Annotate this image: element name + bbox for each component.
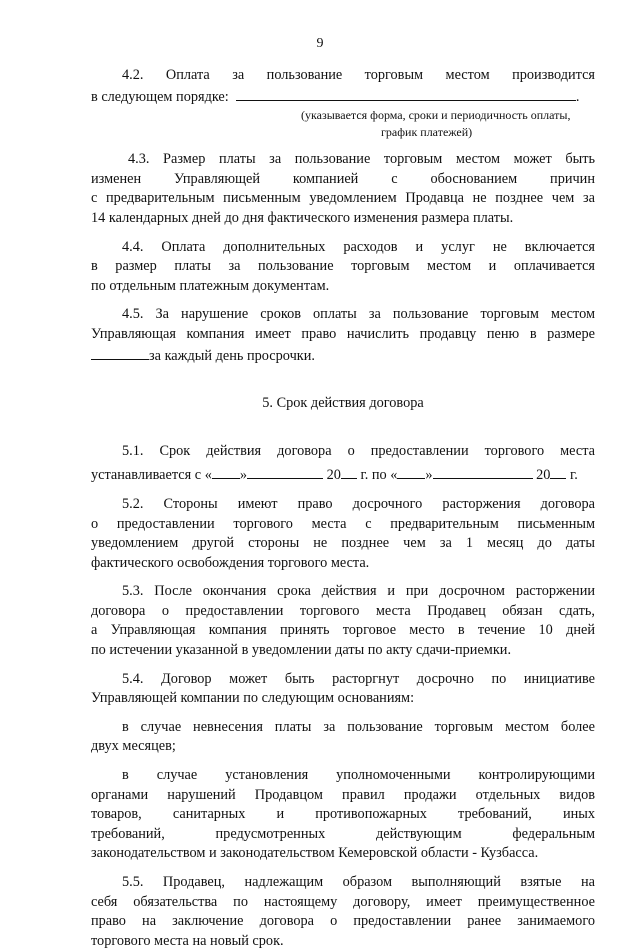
clause-4-4-line-1: 4.4. Оплата дополнительных расходов и услуг не включается [122,238,595,255]
end-day-blank [397,464,425,479]
clause-4-5-line-3 [91,345,595,367]
clause-4-5-line-1: 4.5. За нарушение сроков оплаты за пользование торговым местом [122,306,595,323]
clause-5-3 [91,582,595,660]
term-end-prefix: г. по « [356,467,398,484]
clause-4-2-label: в следующем порядке: [91,88,229,105]
clause-5-5-line-4: торгового места на новый срок. [91,932,284,949]
start-quote-close: » [239,467,248,484]
clause-5-2 [91,495,595,573]
clause-5-1-line-1: 5.1. Срок действия договора о предоставлении торгового места [122,442,595,459]
clause-5-1 [91,442,595,486]
clause-5-4-ground-2-line-4: требований, предусмотренных действующим федеральным [91,825,595,842]
clause-5-4-line-2: Управляющей компании по следующим основаниям: [91,690,415,707]
start-year-blank [341,464,357,479]
clause-5-5 [91,873,595,951]
clause-5-4-ground-2-line-3: товаров, санитарных и противопожарных требований, иных [91,806,595,823]
end-year-blank [550,464,566,479]
penalty-amount-blank [91,345,149,360]
clause-5-5-line-3: право на заключение договора о предоставлении ранее занимаемого [91,913,595,930]
end-quote-close: » [425,467,433,484]
end-month-blank [433,464,533,479]
clause-4-2 [91,66,595,141]
end-year-suffix: г. [566,467,578,484]
clause-4-4-line-2: в размер платы за пользование торговым местом и оплачивается [91,258,595,275]
start-century: 20 [323,467,341,484]
clause-4-3 [91,150,595,228]
clause-5-4-line-1: 5.4. Договор может быть расторгнут досрочно по инициативе [122,670,595,687]
section-5-heading: 5. Срок действия договора [262,395,424,412]
clause-5-2-line-1: 5.2. Стороны имеют право досрочного расторжения договора [122,495,595,512]
term-start-prefix: устанавливается с « [91,467,212,484]
start-day-blank [212,464,240,479]
clause-5-3-line-3: а Управляющая компания принять торговое место в течение 10 дней [91,622,595,639]
clause-5-2-line-4: фактического освобождения торгового места. [91,554,370,571]
clause-5-4-ground-2-line-5: законодательством и законодательством Кемеровской области - Кузбасса. [91,845,539,862]
clause-5-4-ground-1-line-1: в случае невнесения платы за пользование торговым местом более [122,718,595,735]
start-month-blank [247,464,323,479]
clause-5-4-ground-1-line-2: двух месяцев; [91,738,176,755]
clause-5-4-ground-2 [91,766,595,864]
clause-4-3-line-4: 14 календарных дней до дня фактического изменения размера платы. [91,209,514,226]
clause-5-3-line-2: договора о предоставлении торгового места Продавец обязан сдать, [91,602,595,619]
clause-5-5-line-2: себя обязательства по настоящему договору, имеет преимущественное [91,893,595,910]
clause-5-5-line-1: 5.5. Продавец, надлежащим образом выполняющий взятые на [122,874,595,890]
payment-order-blank [236,86,576,101]
clause-4-4 [91,238,595,297]
document-body [91,66,595,951]
clause-5-3-line-4: по истечении указанной в уведомлении даты по акту сдачи-приемки. [91,642,512,659]
clause-4-3-line-3: с предварительным письменным уведомлением Продавца не позднее чем за [91,190,595,207]
clause-5-4-ground-2-line-2: органами нарушений Продавцом правил продажи отдельных видов [91,786,595,803]
clause-5-1-line-2 [91,464,595,486]
clause-5-4-ground-1 [91,718,595,757]
clause-5-4-ground-2-line-1: в случае установления уполномоченными контролирующими [122,767,595,784]
clause-4-3-line-1: 4.3. Размер платы за пользование торговым местом может быть [128,151,595,168]
clause-4-2-line-1: 4.2. Оплата за пользование торговым местом производится [122,67,595,83]
end-century: 20 [532,467,551,484]
clause-4-4-line-3: по отдельным платежным документам. [91,277,330,294]
clause-5-3-line-1: 5.3. После окончания срока действия и при досрочном расторжении [122,583,595,600]
clause-4-5 [91,305,595,366]
clause-4-3-line-2: изменен Управляющей компанией с обоснованием причин [91,170,595,187]
page-number: 9 [316,36,324,51]
payment-order-note-2: график платежей) [381,125,473,140]
clause-4-2-period: . [575,88,580,105]
clause-5-4 [91,670,595,709]
clause-4-2-line-2 [91,86,595,108]
clause-5-2-line-2: о предоставлении торгового места с предварительным письменным [91,515,595,532]
clause-4-5-line-2: Управляющая компания имеет право начислить продавцу пеню в размере [91,325,595,342]
payment-order-note-1: (указывается форма, сроки и периодичность оплаты, [301,108,571,123]
clause-5-2-line-3: уведомлением другой стороны не позднее чем за 1 месяц до даты [91,535,595,552]
clause-4-5-tail: за каждый день просрочки. [149,347,315,364]
